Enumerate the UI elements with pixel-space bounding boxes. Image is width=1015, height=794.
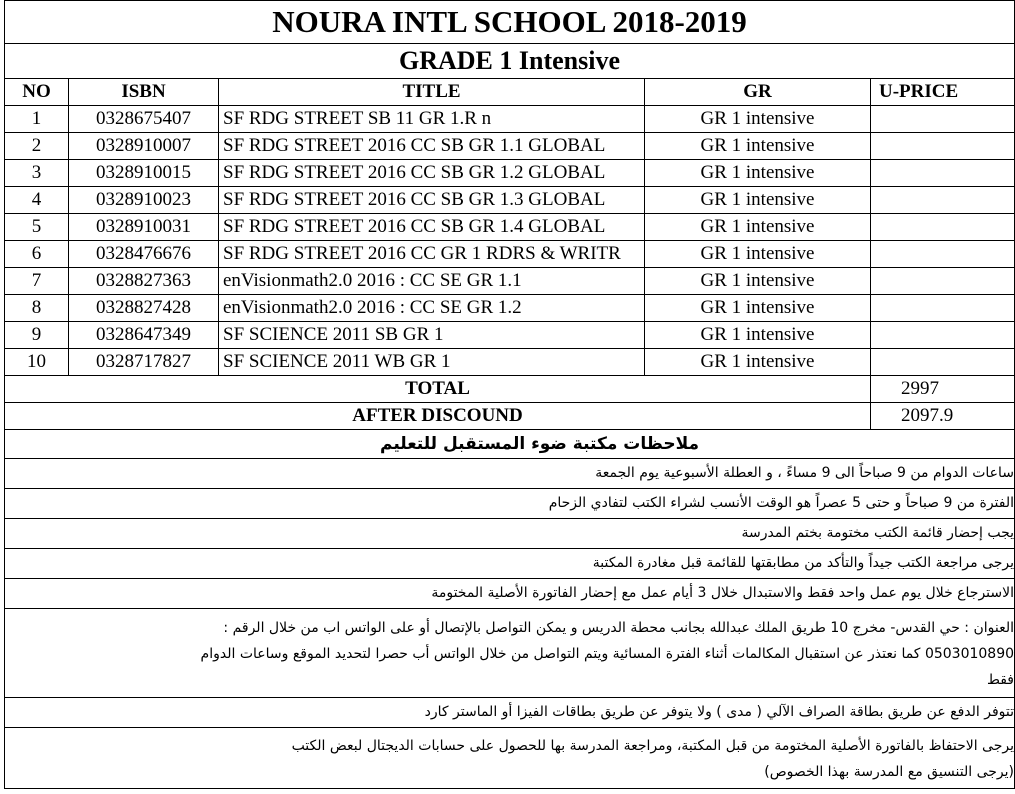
cell-isbn: 0328910023 [69,187,219,214]
cell-uprice [871,349,1015,376]
title-row [5,1,1015,44]
col-header-isbn: ISBN [69,79,219,106]
cell-title: SF RDG STREET 2016 CC SB GR 1.1 GLOBAL [219,133,645,160]
col-header-title: TITLE [219,79,645,106]
note-address-line: 0503010890 كما نعتذر عن استقبال المكالمات أثناء الفترة المسائية ويتم التواصل من خلال الواتس أب حصرا لتحديد الموقع وساعات الدوام [200,646,1015,662]
grade-row [5,44,1015,79]
cell-title: SF RDG STREET SB 11 GR 1.R n [219,106,645,133]
notes-heading: ملاحظات مكتبة ضوء المستقبل للتعليم [5,430,1015,459]
cell-title: SF RDG STREET 2016 CC SB GR 1.2 GLOBAL [219,160,645,187]
cell-no: 8 [5,295,69,322]
note-row [5,549,1015,579]
note-check-books: يرجى مراجعة الكتب جيداً والتأكد من مطابقتها للقائمة قبل مغادرة المكتبة [592,555,1015,571]
cell-title: enVisionmath2.0 2016 : CC SE GR 1.1 [219,268,645,295]
note-row [5,489,1015,519]
cell-title: SF SCIENCE 2011 SB GR 1 [219,322,645,349]
col-header-gr: GR [645,79,871,106]
cell-gr: GR 1 intensive [645,268,871,295]
cell-gr: GR 1 intensive [645,349,871,376]
col-header-no: NO [5,79,69,106]
col-header-uprice: U-PRICE [871,79,1015,106]
cell-no: 9 [5,322,69,349]
table-row [5,322,1015,349]
cell-isbn: 0328827428 [69,295,219,322]
cell-no: 6 [5,241,69,268]
cell-uprice [871,214,1015,241]
cell-gr: GR 1 intensive [645,241,871,268]
note-row [5,579,1015,609]
table-row [5,106,1015,133]
table-row [5,160,1015,187]
note-row [5,459,1015,489]
total-label: TOTAL [5,376,871,403]
table-row [5,133,1015,160]
note-returns: الاسترجاع خلال يوم عمل واحد فقط والاستبدال خلال 3 أيام عمل مع إحضار الفاتورة الأصلية المختومة [431,585,1015,601]
cell-no: 7 [5,268,69,295]
table-row [5,241,1015,268]
cell-no: 2 [5,133,69,160]
note-row [5,609,1015,698]
note-address-line: العنوان : حي القدس- مخرج 10 طريق الملك عبدالله بجانب محطة الدريس و يمكن التواصل بالإتصال أو على الواتس اب من خلال الرقم : [223,620,1015,636]
cell-title: SF RDG STREET 2016 CC SB GR 1.4 GLOBAL [219,214,645,241]
note-row [5,519,1015,549]
cell-isbn: 0328647349 [69,322,219,349]
cell-gr: GR 1 intensive [645,106,871,133]
cell-isbn: 0328910007 [69,133,219,160]
cell-uprice [871,241,1015,268]
note-invoice-line: (يرجى التنسيق مع المدرسة بهذا الخصوص) [764,764,1015,780]
cell-gr: GR 1 intensive [645,295,871,322]
table-row [5,295,1015,322]
cell-uprice [871,106,1015,133]
cell-no: 10 [5,349,69,376]
cell-title: SF RDG STREET 2016 CC SB GR 1.3 GLOBAL [219,187,645,214]
discount-label: AFTER DISCOUND [5,403,871,430]
cell-isbn: 0328827363 [69,268,219,295]
table-row [5,268,1015,295]
cell-title: enVisionmath2.0 2016 : CC SE GR 1.2 [219,295,645,322]
discount-row [5,403,1015,430]
total-row [5,376,1015,403]
note-invoice [58,731,1014,785]
cell-gr: GR 1 intensive [645,214,871,241]
note-address [58,613,1014,693]
cell-isbn: 0328910031 [69,214,219,241]
cell-gr: GR 1 intensive [645,322,871,349]
cell-isbn: 0328717827 [69,349,219,376]
table-row [5,187,1015,214]
grade-title: GRADE 1 Intensive [5,44,1015,79]
cell-no: 4 [5,187,69,214]
school-title: NOURA INTL SCHOOL 2018-2019 [5,1,1015,44]
cell-uprice [871,268,1015,295]
table-row [5,349,1015,376]
note-address-line: فقط [986,672,1015,688]
cell-title: SF SCIENCE 2011 WB GR 1 [219,349,645,376]
note-row [5,728,1015,789]
cell-uprice [871,295,1015,322]
note-row [5,698,1015,728]
cell-uprice [871,322,1015,349]
discount-value: 2097.9 [871,403,1015,430]
cell-isbn: 0328675407 [69,106,219,133]
note-payment: تتوفر الدفع عن طريق بطاقة الصراف الآلي ( مدى ) ولا يتوفر عن طريق بطاقات الفيزا أو الماستر كارد [424,704,1015,720]
cell-no: 1 [5,106,69,133]
note-stamped-list: يجب إحضار قائمة الكتب مختومة بختم المدرسة [741,525,1015,541]
total-value: 2997 [871,376,1015,403]
cell-isbn: 0328910015 [69,160,219,187]
booklist-table [4,0,1015,789]
cell-gr: GR 1 intensive [645,187,871,214]
note-hours: ساعات الدوام من 9 صباحاً الى 9 مساءً ، و العطلة الأسبوعية يوم الجمعة [595,465,1015,481]
cell-gr: GR 1 intensive [645,133,871,160]
cell-no: 5 [5,214,69,241]
cell-title: SF RDG STREET 2016 CC GR 1 RDRS & WRITR [219,241,645,268]
note-best-time: الفترة من 9 صباحاً و حتى 5 عصراً هو الوقت الأنسب لشراء الكتب لتفادي الزحام [548,495,1015,511]
cell-isbn: 0328476676 [69,241,219,268]
cell-gr: GR 1 intensive [645,160,871,187]
column-header-row [5,79,1015,106]
note-invoice-line: يرجى الاحتفاظ بالفاتورة الأصلية المختومة من قبل المكتبة، ومراجعة المدرسة بها للحصول على حسابات الديجتال لبعض الكتب [291,738,1015,754]
cell-no: 3 [5,160,69,187]
cell-uprice [871,187,1015,214]
table-row [5,214,1015,241]
cell-uprice [871,160,1015,187]
notes-heading-row [5,430,1015,459]
cell-uprice [871,133,1015,160]
